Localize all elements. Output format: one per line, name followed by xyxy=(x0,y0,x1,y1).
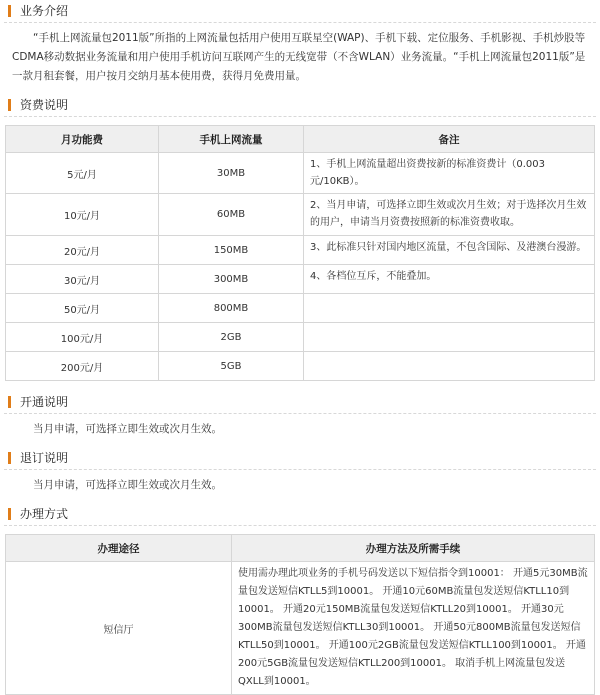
fee-cell: 30元/月 xyxy=(6,265,159,294)
heading-text: 资费说明 xyxy=(20,98,69,112)
flow-cell: 60MB xyxy=(159,194,304,236)
table-row xyxy=(6,265,595,294)
table-header-row xyxy=(6,126,595,153)
flow-cell: 30MB xyxy=(159,153,304,194)
cancel-paragraph: 当月申请，可选择立即生效或次月生效。 xyxy=(33,479,222,491)
fee-cell: 20元/月 xyxy=(6,236,159,265)
fee-cell: 5元/月 xyxy=(6,153,159,194)
heading-text: 业务介绍 xyxy=(20,4,69,18)
open-paragraph: 当月申请，可选择立即生效或次月生效。 xyxy=(33,423,222,435)
column-header: 备注 xyxy=(304,126,595,153)
column-header: 办理途径 xyxy=(6,535,232,562)
flow-cell: 800MB xyxy=(159,294,304,323)
table-row xyxy=(6,153,595,194)
section-heading-method xyxy=(4,503,596,526)
heading-marker xyxy=(8,452,11,464)
fee-cell: 10元/月 xyxy=(6,194,159,236)
table-header-row xyxy=(6,535,595,562)
channel-cell: 短信厅 xyxy=(6,562,232,695)
fee-cell: 50元/月 xyxy=(6,294,159,323)
heading-marker xyxy=(8,508,11,520)
table-row xyxy=(6,562,595,695)
flow-cell: 5GB xyxy=(159,352,304,381)
intro-paragraph: “手机上网流量包2011版”所指的上网流量包括用户使用互联星空(WAP)、手机下载、定位服务、手机影视、手机炒股等CDMA移动数据业务流量和用户使用手机访问互联网产生的无线宽带（不含WLAN）业务流量。“手机上网流量包2011版”是一款月租套餐，用户按月交纳月基本使用费，获得月免费用量。 xyxy=(12,32,586,82)
tariff-table xyxy=(5,125,595,381)
heading-text: 办理方式 xyxy=(20,507,69,521)
heading-text: 退订说明 xyxy=(20,451,69,465)
column-header: 手机上网流量 xyxy=(159,126,304,153)
section-heading-cancel xyxy=(4,447,596,470)
method-table xyxy=(5,534,595,695)
section-cancel xyxy=(0,447,600,495)
detail-cell: 使用需办理此项业务的手机号码发送以下短信指令到10001： 开通5元30MB流量包发送短信KTLL5到10001。 开通10元60MB流量包发送短信KTLL10到10001。 开通20元150MB流量包发送短信KTLL20到10001。 开通30元300MB流量包发送短信KTLL30到10001。 开通50元800MB流量包发送短信KTLL50到10001。 开通100元2GB流量包发送短信KTLL100到10001。 开通200元5GB流量包发送短信KTLL200到10001。 取消手机上网流量包发送QXLL到10001。 xyxy=(232,562,595,695)
fee-cell: 100元/月 xyxy=(6,323,159,352)
section-method xyxy=(0,503,600,695)
flow-cell: 150MB xyxy=(159,236,304,265)
remark-cell xyxy=(304,294,595,323)
table-row xyxy=(6,194,595,236)
table-row xyxy=(6,323,595,352)
remark-cell: 3、此标准只针对国内地区流量，不包含国际、及港澳台漫游。 xyxy=(304,236,595,265)
remark-cell xyxy=(304,323,595,352)
column-header: 月功能费 xyxy=(6,126,159,153)
section-tariff xyxy=(0,94,600,381)
section-heading-tariff xyxy=(4,94,596,117)
heading-marker xyxy=(8,99,11,111)
table-row xyxy=(6,294,595,323)
section-heading-intro xyxy=(4,0,596,23)
flow-cell: 300MB xyxy=(159,265,304,294)
section-intro xyxy=(0,0,600,86)
flow-cell: 2GB xyxy=(159,323,304,352)
table-row xyxy=(6,352,595,381)
section-open xyxy=(0,391,600,439)
heading-marker xyxy=(8,5,11,17)
remark-cell: 1、手机上网流量超出资费按新的标准资费计（0.003元/10KB）。 xyxy=(304,153,595,194)
remark-cell: 4、各档位互斥，不能叠加。 xyxy=(304,265,595,294)
section-heading-open xyxy=(4,391,596,414)
heading-marker xyxy=(8,396,11,408)
remark-cell: 2、当月申请，可选择立即生效或次月生效；对于选择次月生效的用户，申请当月资费按照新的标准资费收取。 xyxy=(304,194,595,236)
column-header: 办理方法及所需手续 xyxy=(232,535,595,562)
remark-cell xyxy=(304,352,595,381)
fee-cell: 200元/月 xyxy=(6,352,159,381)
heading-text: 开通说明 xyxy=(20,395,69,409)
table-row xyxy=(6,236,595,265)
